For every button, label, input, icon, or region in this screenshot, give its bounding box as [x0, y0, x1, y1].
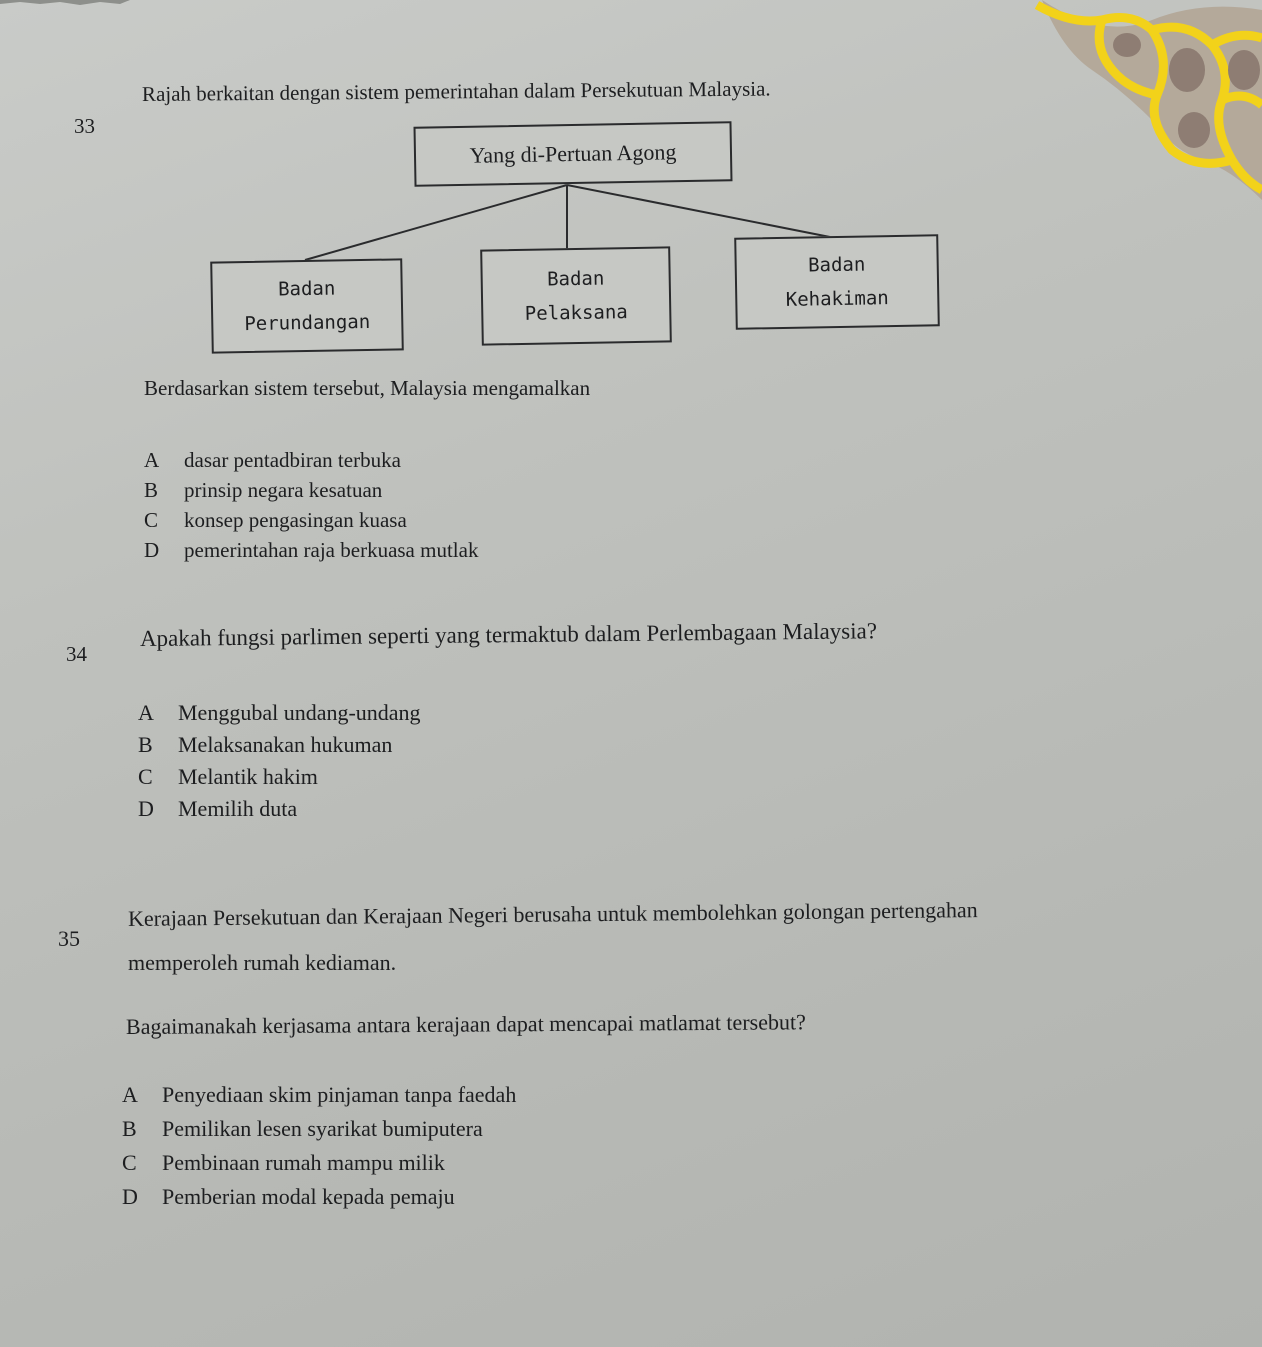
- option-text: Menggubal undang-undang: [178, 700, 421, 725]
- option-text: prinsip negara kesatuan: [184, 478, 383, 502]
- q33-option-c[interactable]: [144, 508, 407, 533]
- box-badan-pelaksana-line2: Pelaksana: [524, 301, 628, 325]
- question-33-prompt: Berdasarkan sistem tersebut, Malaysia mengamalkan: [144, 376, 591, 400]
- q33-option-d[interactable]: [144, 538, 478, 563]
- box-badan-pelaksana-line1: Badan: [546, 267, 605, 291]
- option-text: dasar pentadbiran terbuka: [184, 448, 401, 472]
- option-letter: D: [144, 538, 160, 562]
- q34-option-c[interactable]: [138, 764, 318, 790]
- option-text: Penyediaan skim pinjaman tanpa faedah: [162, 1082, 517, 1107]
- box-badan-pelaksana: [480, 246, 672, 345]
- option-text: Pembinaan rumah mampu milik: [162, 1150, 445, 1175]
- question-35-prompt: Bagaimanakah kerjasama antara kerajaan dapat mencapai matlamat tersebut?: [125, 1009, 806, 1039]
- q35-option-c[interactable]: [122, 1150, 445, 1176]
- question-34-number: 34: [66, 642, 87, 666]
- option-letter: B: [138, 732, 153, 757]
- question-34-stem: Apakah fungsi parlimen seperti yang termaktub dalam Perlembagaan Malaysia?: [139, 618, 878, 651]
- option-letter: D: [122, 1184, 138, 1209]
- box-badan-kehakiman: [734, 234, 940, 330]
- option-text: pemerintahan raja berkuasa mutlak: [184, 538, 479, 562]
- q33-option-a[interactable]: [144, 448, 401, 473]
- q34-option-a[interactable]: [138, 700, 421, 726]
- question-35-number: 35: [58, 926, 80, 951]
- option-letter: A: [138, 700, 154, 725]
- option-letter: C: [138, 764, 153, 789]
- question-33-stem: Rajah berkaitan dengan sistem pemerintahan dalam Persekutuan Malaysia.: [141, 76, 771, 106]
- option-letter: A: [122, 1082, 138, 1107]
- option-text: Pemilikan lesen syarikat bumiputera: [162, 1116, 483, 1141]
- q33-option-b[interactable]: [144, 478, 382, 503]
- option-letter: B: [122, 1116, 137, 1141]
- option-text: konsep pengasingan kuasa: [184, 508, 407, 532]
- q34-option-b[interactable]: [138, 732, 392, 758]
- option-letter: A: [144, 448, 160, 472]
- option-letter: D: [138, 796, 154, 821]
- q35-option-a[interactable]: [122, 1082, 516, 1108]
- q35-option-d[interactable]: [122, 1184, 455, 1210]
- option-letter: C: [144, 508, 159, 532]
- q34-option-d[interactable]: [138, 796, 297, 822]
- option-letter: C: [122, 1150, 137, 1175]
- box-badan-perundangan: [210, 258, 404, 353]
- question-35-stem-line1: Kerajaan Persekutuan dan Kerajaan Negeri berusaha untuk membolehkan golongan pertengahan: [127, 897, 978, 931]
- question-33-number: 33: [74, 114, 95, 138]
- option-text: Melantik hakim: [178, 764, 318, 789]
- q35-option-b[interactable]: [122, 1116, 483, 1142]
- question-35-stem-line2: memperoleh rumah kediaman.: [128, 950, 397, 975]
- option-text: Memilih duta: [178, 796, 298, 821]
- option-text: Melaksanakan hukuman: [178, 732, 393, 757]
- box-badan-perundangan-line2: Perundangan: [244, 310, 371, 336]
- option-text: Pemberian modal kepada pemaju: [162, 1184, 455, 1209]
- box-badan-kehakiman-line2: Kehakiman: [785, 287, 889, 311]
- box-badan-kehakiman-line1: Badan: [807, 253, 866, 277]
- option-letter: B: [144, 478, 159, 502]
- box-badan-perundangan-line1: Badan: [277, 277, 336, 301]
- box-yang-di-pertuan-agong-label: Yang di-Pertuan Agong: [469, 139, 677, 168]
- box-yang-di-pertuan-agong: [414, 121, 733, 187]
